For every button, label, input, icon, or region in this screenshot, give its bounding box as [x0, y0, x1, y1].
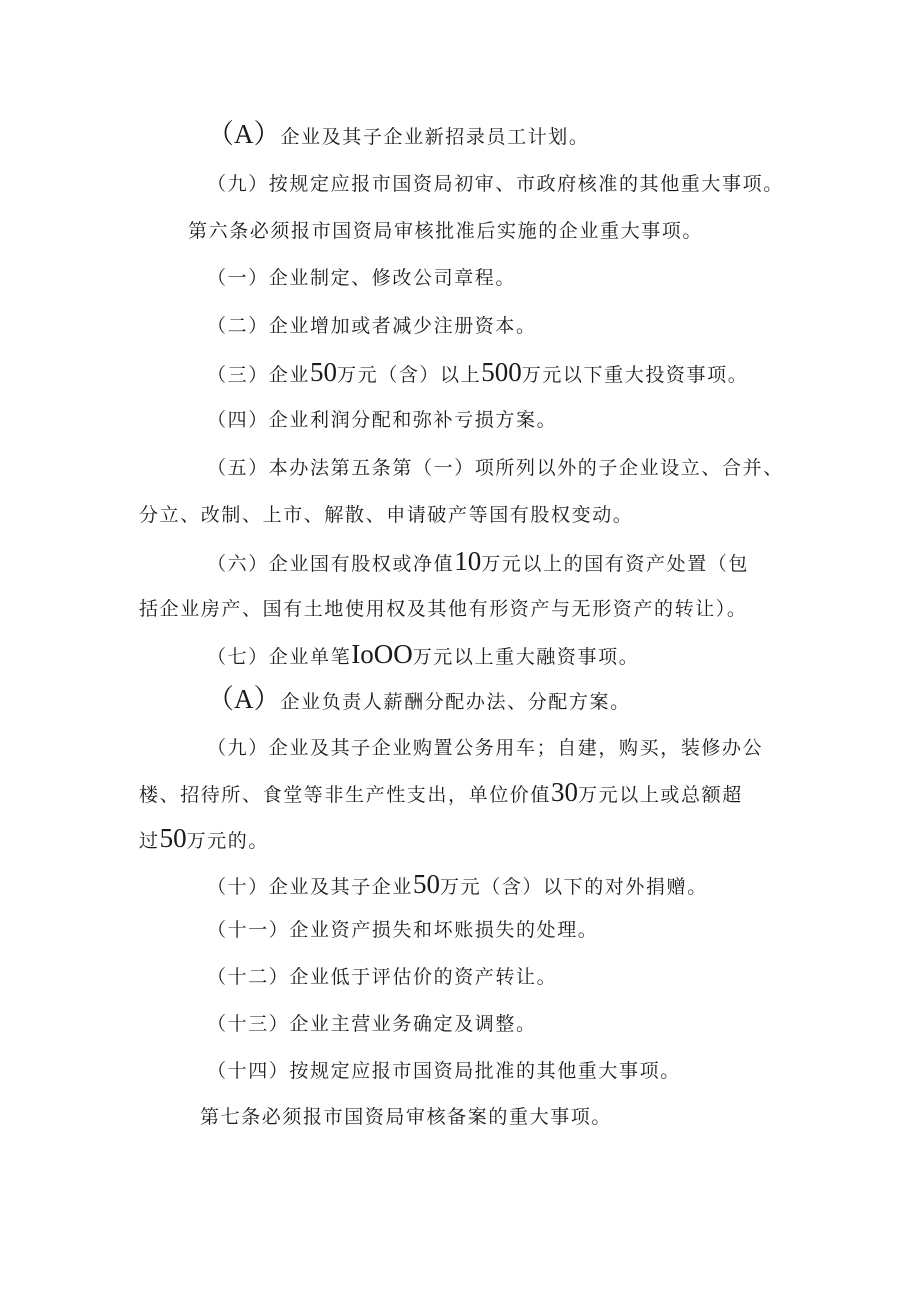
line-text: （十二）企业低于评估价的资产转让。 — [207, 966, 558, 988]
text-line — [139, 825, 269, 854]
text-line — [207, 641, 639, 670]
line-text: 万元以上或总额超 — [578, 784, 743, 806]
line-text: 楼、招待所、食堂等非生产性支出，单位价值 — [139, 784, 552, 806]
text-line — [207, 917, 598, 943]
line-text: （六）企业国有股权或净值 — [207, 553, 455, 575]
section-heading-article-6 — [188, 218, 703, 244]
number-value: 50 — [310, 357, 338, 387]
number-value: 50 — [159, 823, 187, 853]
text-line — [207, 1058, 681, 1084]
line-text: 万元以上的国有资产处置（包 — [481, 553, 750, 575]
line-text: 括企业房产、国有土地使用权及其他有形资产与无形资产的转让）。 — [139, 598, 748, 620]
section-heading-article-7 — [200, 1104, 612, 1130]
line-text: 万元的。 — [186, 830, 270, 852]
line-text: 万元（含）以下的对外捐赠。 — [440, 876, 708, 898]
line-text: 企业及其子企业新招录员工计划。 — [280, 126, 590, 148]
text-line — [207, 964, 557, 990]
line-text: 分立、改制、上市、解散、申请破产等国有股权变动。 — [139, 504, 634, 526]
line-text: 第六条必须报市国资局审核批准后实施的企业重大事项。 — [188, 220, 704, 242]
line-text: （九）企业及其子企业购置公务用车；自建，购买，装修办公 — [207, 737, 764, 759]
text-line — [207, 313, 537, 339]
item-label: （A） — [207, 684, 281, 714]
line-text: 万元以上重大融资事项。 — [412, 646, 640, 668]
line-text: （十一）企业资产损失和坏账损失的处理。 — [207, 919, 599, 941]
line-text: （五）本办法第五条第（一）项所列以外的子企业设立、合并、 — [207, 457, 784, 479]
line-text: （三）企业 — [207, 364, 311, 386]
number-value: 10 — [454, 546, 482, 576]
line-text: （十）企业及其子企业 — [207, 876, 414, 898]
text-line — [207, 686, 631, 715]
text-line — [207, 455, 784, 481]
line-text: （四）企业利润分配和弥补亏损方案。 — [207, 409, 558, 431]
text-line — [207, 171, 784, 197]
line-text: （一）企业制定、修改公司章程。 — [207, 267, 517, 289]
number-value: 50 — [413, 869, 441, 899]
text-line — [207, 407, 557, 433]
text-line — [139, 596, 748, 622]
text-line — [139, 502, 633, 528]
number-value: 30 — [551, 777, 579, 807]
line-text: （十三）企业主营业务确定及调整。 — [207, 1013, 537, 1035]
line-text: 过 — [139, 830, 160, 852]
item-label: （A） — [207, 119, 281, 149]
text-line — [207, 121, 590, 150]
text-line — [207, 548, 749, 577]
line-text: 万元（含）以上 — [337, 364, 482, 386]
text-line — [207, 359, 748, 388]
text-line — [207, 265, 516, 291]
text-line — [207, 735, 763, 761]
line-text: 第七条必须报市国资局审核备案的重大事项。 — [200, 1106, 613, 1128]
line-text: （九）按规定应报市国资局初审、市政府核准的其他重大事项。 — [207, 173, 784, 195]
line-text: （十四）按规定应报市国资局批准的其他重大事项。 — [207, 1060, 681, 1082]
line-text: 万元以下重大投资事项。 — [521, 364, 749, 386]
number-value: IoOO — [351, 639, 413, 669]
line-text: （七）企业单笔 — [207, 646, 352, 668]
line-text: （二）企业增加或者减少注册资本。 — [207, 315, 537, 337]
line-text: 企业负责人薪酬分配办法、分配方案。 — [280, 691, 631, 713]
text-line — [207, 1011, 537, 1037]
text-line — [139, 779, 743, 808]
text-line — [207, 871, 708, 900]
number-value: 500 — [481, 357, 522, 387]
